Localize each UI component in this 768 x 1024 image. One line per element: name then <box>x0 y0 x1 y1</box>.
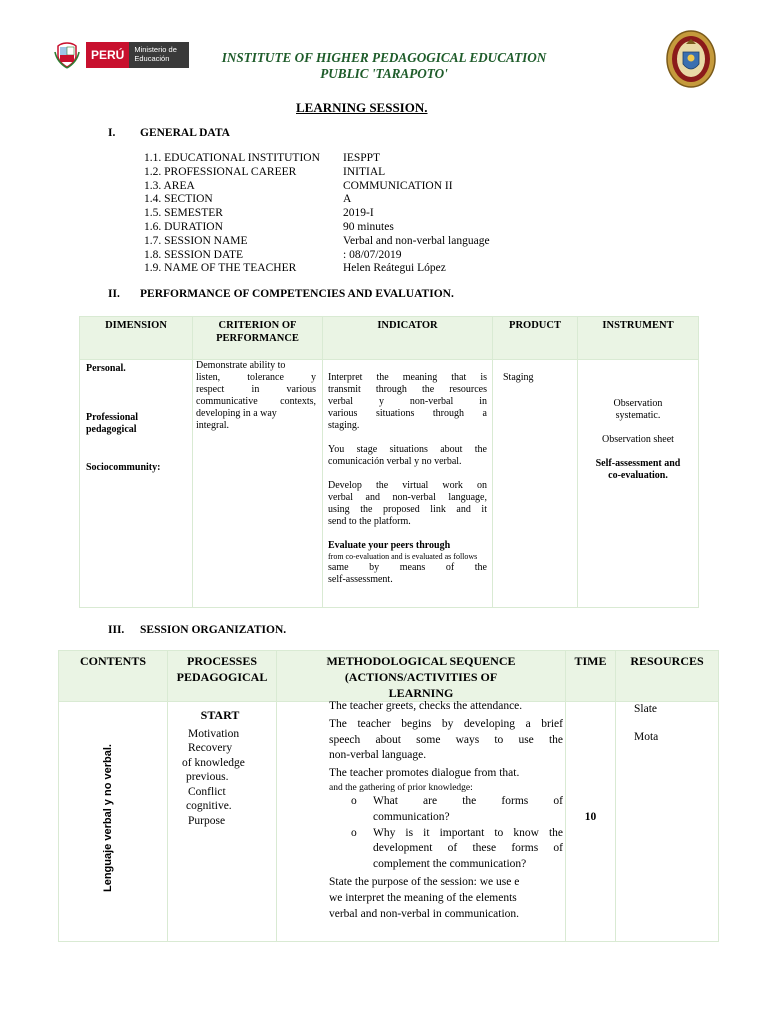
indicator-line: You stage situations about the <box>328 444 487 455</box>
process-item <box>174 741 276 756</box>
general-data-value: COMMUNICATION II <box>343 179 453 192</box>
time-value: 10 <box>584 810 597 823</box>
process-label: previous. <box>186 771 229 783</box>
resource-mota: Mota <box>634 731 659 743</box>
peru-label: PERÚ <box>86 42 129 68</box>
question-line: complement the communication? <box>373 858 527 871</box>
dimension-cell <box>80 360 193 608</box>
indicator-1 <box>328 372 487 432</box>
process-label: cognitive. <box>186 800 232 812</box>
sequence-line: The teacher greets, checks the attendance. <box>329 700 523 712</box>
performance-table <box>79 316 699 608</box>
header-dimension: DIMENSION <box>80 317 193 360</box>
indicator-line: Develop the virtual work on <box>328 480 487 491</box>
indicator-line: comunicación verbal y no verbal. <box>328 456 462 467</box>
processes-cell <box>168 702 277 942</box>
institute-line-1: INSTITUTE OF HIGHER PEDAGOGICAL EDUCATION <box>221 50 547 65</box>
criterion-text <box>196 360 316 432</box>
sequence-item-speech <box>277 717 565 764</box>
sequence-line: non-verbal language. <box>329 749 427 762</box>
ministry-logo <box>52 40 192 70</box>
header-method-line-2: (ACTIONS/ACTIVITIES OF <box>344 670 498 684</box>
indicator-line: self-assessment. <box>328 574 393 585</box>
header-processes-line-2: PEDAGOGICAL <box>176 670 268 684</box>
section-general-data-heading <box>108 127 230 139</box>
indicator-line: various situations through a <box>328 408 487 419</box>
question-line: communication? <box>373 810 450 823</box>
indicator-line: staging. <box>328 420 360 431</box>
general-data-label: 1.1. EDUCATIONAL INSTITUTION <box>144 152 320 164</box>
process-item <box>174 770 276 785</box>
criterion-line: listen, tolerance y <box>196 372 316 383</box>
section-title: SESSION ORGANIZATION. <box>140 624 287 636</box>
process-label: of knowledge <box>182 756 245 769</box>
header-processes-line-1: PROCESSES <box>186 654 258 668</box>
indicator-line: verbal y non-verbal in <box>328 396 487 407</box>
section-number: II. <box>108 288 120 300</box>
criterion-line: Demonstrate ability to <box>196 360 286 371</box>
section-organization-heading <box>108 624 286 636</box>
process-item <box>174 756 276 771</box>
header-resources: RESOURCES <box>616 651 719 702</box>
process-label: Conflict <box>188 785 226 798</box>
question-line: development of these forms of <box>373 842 563 855</box>
general-data-row <box>144 262 564 276</box>
question-line: Why is it important to know the <box>373 826 563 839</box>
general-data-row <box>144 193 564 207</box>
process-label: Motivation <box>188 727 240 740</box>
general-data-value: 2019-I <box>343 207 374 220</box>
general-data-row <box>144 249 564 263</box>
sequence-item-dialogue <box>277 766 565 794</box>
institute-line-2: PUBLIC 'TARAPOTO' <box>320 66 448 81</box>
header-methodological <box>277 651 566 702</box>
section-performance-heading <box>108 288 454 300</box>
general-data-label: 1.2. PROFESSIONAL CAREER <box>144 165 297 178</box>
general-data-value: Verbal and non-verbal language <box>343 234 490 247</box>
question-importance <box>277 826 565 873</box>
process-item <box>174 785 276 800</box>
general-data-row <box>144 152 564 166</box>
dimension-personal: Personal. <box>86 363 126 374</box>
header-instrument: INSTRUMENT <box>578 317 699 360</box>
sequence-item-greeting <box>277 699 565 715</box>
criterion-line: integral. <box>196 420 230 431</box>
general-data-value: Helen Reátegui López <box>343 262 446 275</box>
dimension-sociocommunity: Sociocommunity: <box>86 462 161 473</box>
indicator-line: transmit through the resources <box>328 384 487 395</box>
process-label: Recovery <box>188 742 233 754</box>
indicator-line: Interpret the meaning that is <box>328 372 487 383</box>
general-data-value: INITIAL <box>343 165 386 178</box>
sequence-line: State the purpose of the session: we use e <box>329 875 520 888</box>
sequence-line: we interpret the meaning of the elements <box>329 891 517 904</box>
instrument-cell <box>578 360 699 608</box>
indicator-3 <box>328 480 487 528</box>
indicator-2 <box>328 444 487 468</box>
sequence-line: speech about some ways to use the <box>329 733 563 746</box>
indicator-4-small: from co-evaluation and is evaluated as follows <box>328 552 478 561</box>
process-label: Purpose <box>188 814 226 827</box>
peru-shield-icon <box>52 40 82 70</box>
session-title: LEARNING SESSION. <box>296 100 428 115</box>
instrument-systematic: systematic. <box>615 410 661 421</box>
general-data-label: 1.3. AREA <box>144 179 195 192</box>
general-data-label: 1.7. SESSION NAME <box>144 234 248 247</box>
general-data-label: 1.5. SEMESTER <box>144 207 223 220</box>
process-item <box>174 814 276 829</box>
section-title: GENERAL DATA <box>140 127 230 139</box>
question-forms <box>277 794 565 826</box>
dimension-professional: Professional pedagogical <box>86 412 139 435</box>
criterion-line: developing in a way <box>196 408 277 419</box>
circle-bullet-icon: o <box>351 794 357 807</box>
header-contents: CONTENTS <box>59 651 168 702</box>
process-item <box>174 799 276 814</box>
indicator-cell <box>323 360 493 608</box>
ministry-label: Ministerio de Educación <box>129 42 189 68</box>
instrument-co-evaluation: co-evaluation. <box>608 470 668 481</box>
criterion-line: communicative contexts, <box>196 396 316 407</box>
header-indicator: INDICATOR <box>323 317 493 360</box>
general-data-row <box>144 207 564 221</box>
section-number: I. <box>108 127 116 139</box>
general-data-label: 1.8. SESSION DATE <box>144 248 244 261</box>
general-data-value: A <box>343 193 352 206</box>
start-label: START <box>200 708 240 722</box>
indicator-line: same by means of the <box>328 562 487 573</box>
header-product: PRODUCT <box>493 317 578 360</box>
general-data-label: 1.9. NAME OF THE TEACHER <box>144 262 297 275</box>
section-title: PERFORMANCE OF COMPETENCIES AND EVALUATION. <box>140 288 454 300</box>
general-data-label: 1.6. DURATION <box>144 220 223 233</box>
header-method-line-1: METHODOLOGICAL SEQUENCE <box>326 654 516 668</box>
indicator-line: verbal and non-verbal language, <box>328 492 487 503</box>
instrument-self-assessment: Self-assessment and <box>595 458 681 469</box>
indicator-line: using the proposed link and it <box>328 504 487 515</box>
general-data-value: 90 minutes <box>343 220 394 233</box>
sequence-cell <box>277 702 566 942</box>
sequence-item-purpose <box>277 875 565 922</box>
methodological-sequence <box>277 699 565 922</box>
sequence-line: The teacher begins by developing a brief <box>329 717 563 730</box>
indicator-4-rest <box>328 562 487 586</box>
instrument-sheet: Observation sheet <box>602 434 674 445</box>
process-item <box>174 727 276 742</box>
header-criterion: CRITERION OF PERFORMANCE <box>193 317 323 360</box>
header-method-line-3: LEARNING <box>388 686 454 700</box>
organization-table <box>58 650 719 942</box>
general-data-label: 1.4. SECTION <box>144 193 213 206</box>
product-staging: Staging <box>503 372 534 383</box>
general-data-value: : 08/07/2019 <box>343 248 402 261</box>
general-data-value: IESPPT <box>343 152 381 164</box>
time-cell <box>566 702 616 942</box>
circle-bullet-icon: o <box>351 826 357 839</box>
question-line: What are the forms of <box>373 794 563 807</box>
resources-cell <box>616 702 719 942</box>
sequence-line: verbal and non-verbal in communication. <box>329 907 520 920</box>
processes-list <box>174 727 276 829</box>
section-number: III. <box>108 624 125 636</box>
indicator-4-bold: Evaluate your peers through <box>328 540 451 551</box>
header-time: TIME <box>566 651 616 702</box>
criterion-line: respect in various <box>196 384 316 395</box>
sequence-line: The teacher promotes dialogue from that. <box>329 767 520 780</box>
resource-slate: Slate <box>634 703 657 715</box>
institute-title <box>190 50 578 82</box>
header-processes <box>168 651 277 702</box>
criterion-cell <box>193 360 323 608</box>
institute-crest-icon <box>666 30 716 88</box>
indicator-line: send to the platform. <box>328 516 411 527</box>
general-data-row <box>144 235 564 249</box>
general-data-row <box>144 166 564 180</box>
general-data-row <box>144 221 564 235</box>
instrument-observation: Observation <box>613 398 663 409</box>
sequence-small-note: and the gathering of prior knowledge: <box>329 782 473 793</box>
general-data-list <box>144 152 564 276</box>
content-vertical-label: Lenguaje verbal y no verbal. <box>102 744 114 892</box>
general-data-row <box>144 180 564 194</box>
product-cell <box>493 360 578 608</box>
